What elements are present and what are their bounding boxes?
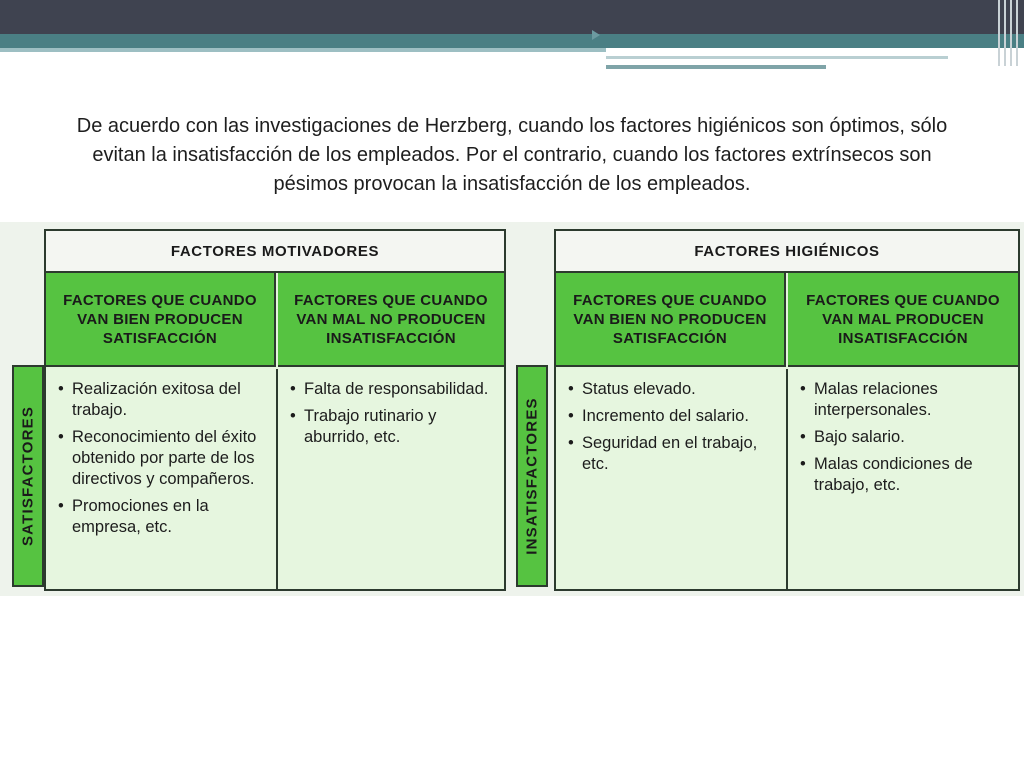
insatisfactores-label-bar xyxy=(516,365,548,587)
teal-stripe xyxy=(0,34,1024,48)
panel-title: FACTORES HIGIÉNICOS xyxy=(556,231,1018,273)
accent-line xyxy=(606,56,948,59)
list-item: • Seguridad en el trabajo, etc. xyxy=(568,434,758,473)
accent-line xyxy=(606,65,826,69)
intro-paragraph: De acuerdo con las investigaciones de Herzberg, cuando los factores higiénicos son óptimos, sólo evitan la insatisfacción de los empleados. Por el contrario, cuando los factores extrínsecos son pésimos provocan la insatisfacción de los empleados. xyxy=(76,115,948,195)
column-body xyxy=(278,369,504,589)
column-header: FACTORES QUE CUANDO VAN BIEN NO PRODUCEN SATISFACCIÓN xyxy=(556,273,786,367)
list-item: • Malas condiciones de trabajo, etc. xyxy=(800,455,973,494)
top-banner xyxy=(0,0,1024,34)
column-header: FACTORES QUE CUANDO VAN MAL NO PRODUCEN INSATISFACCIÓN xyxy=(278,273,504,367)
side-label: INSATISFACTORES xyxy=(523,397,541,555)
triangle-arrow-icon xyxy=(592,30,600,40)
column-header: FACTORES QUE CUANDO VAN MAL PRODUCEN INSATISFACCIÓN xyxy=(788,273,1018,367)
panel-title: FACTORES MOTIVADORES xyxy=(46,231,504,273)
side-label: SATISFACTORES xyxy=(19,405,37,547)
motivadores-panel xyxy=(44,229,506,591)
list-item: • Status elevado. xyxy=(568,380,696,398)
list-item: • Malas relaciones interpersonales. xyxy=(800,380,938,419)
list-item: • Falta de responsabilidad. xyxy=(290,380,489,398)
higienicos-panel xyxy=(554,229,1020,591)
column-body xyxy=(788,369,1018,589)
list-item: • Trabajo rutinario y aburrido, etc. xyxy=(290,407,437,446)
column-header: FACTORES QUE CUANDO VAN BIEN PRODUCEN SATISFACCIÓN xyxy=(46,273,276,367)
list-item: • Incremento del salario. xyxy=(568,407,749,425)
column-body xyxy=(46,369,278,589)
list-item: • Bajo salario. xyxy=(800,428,905,446)
decorative-bars xyxy=(994,0,1024,66)
accent-line xyxy=(0,48,606,52)
list-item: • Promociones en la empresa, etc. xyxy=(58,497,209,536)
satisfactores-label-bar xyxy=(12,365,44,587)
list-item: • Reconocimiento del éxito obtenido por parte de los directivos y compañeros. xyxy=(58,428,257,488)
column-body xyxy=(556,369,788,589)
list-item: • Realización exitosa del trabajo. xyxy=(58,380,241,419)
herzberg-figure xyxy=(0,222,1024,596)
